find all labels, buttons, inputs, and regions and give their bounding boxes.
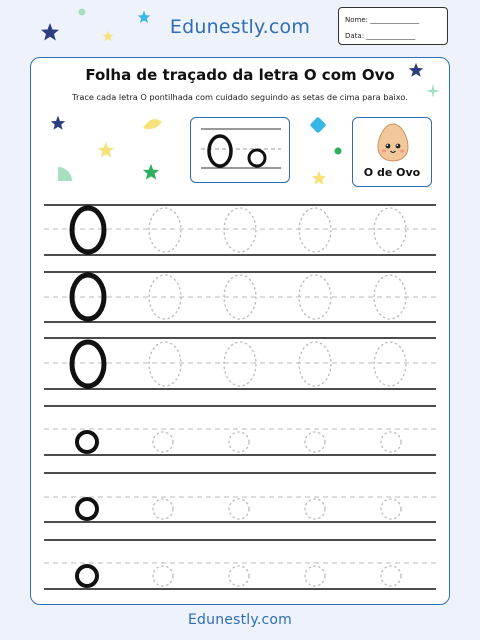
name-field: Nome: ______________ bbox=[345, 16, 420, 24]
tracing-row-lowercase bbox=[44, 473, 436, 522]
tracing-row-lowercase bbox=[44, 540, 436, 589]
worksheet-instructions: Trace cada letra O pontilhada com cuidado seguindo as setas de cima para baixo. bbox=[72, 92, 408, 102]
tracing-row-uppercase bbox=[44, 338, 436, 389]
site-brand-footer: Edunestly.com bbox=[187, 612, 292, 628]
tracing-row-uppercase bbox=[44, 205, 436, 255]
picture-label: O de Ovo bbox=[363, 166, 421, 179]
tracing-row-lowercase bbox=[44, 406, 436, 455]
date-field: Data: ______________ bbox=[345, 32, 416, 40]
tracing-row-uppercase bbox=[44, 272, 436, 322]
worksheet-title: Folha de traçado da letra O com Ovo bbox=[85, 66, 395, 84]
site-brand-header: Edunestly.com bbox=[169, 16, 311, 38]
